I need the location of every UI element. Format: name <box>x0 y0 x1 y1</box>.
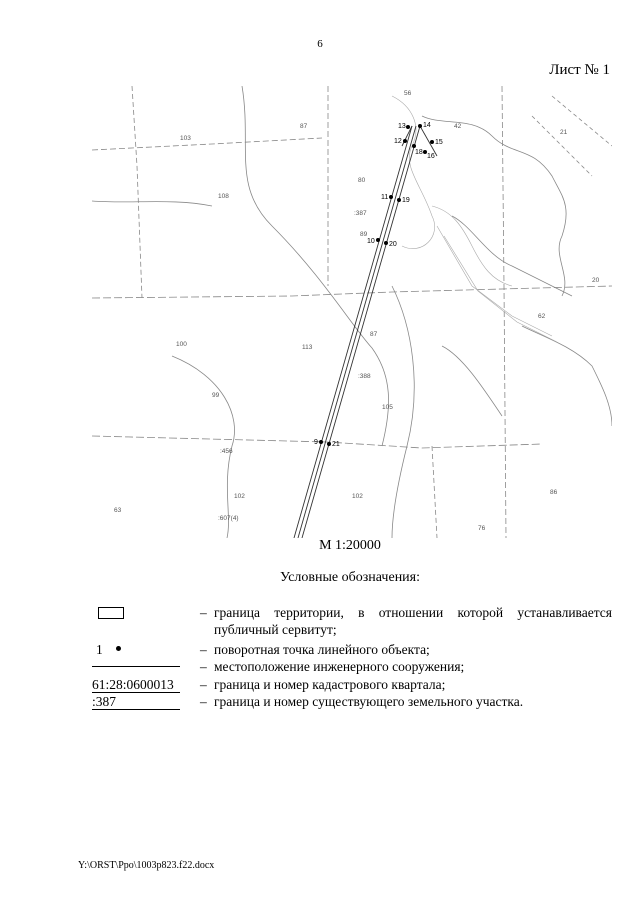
turning-point-label: 16 <box>427 153 435 160</box>
map-scale: М 1:20000 <box>319 538 381 553</box>
parcel-number: :456 <box>220 448 233 455</box>
legend-description: местоположение инженерного сооружения; <box>214 659 465 674</box>
parcel-number: 62 <box>538 313 546 320</box>
legend-dash: – <box>200 694 207 709</box>
turning-point-label: 14 <box>423 122 431 129</box>
turning-point-dot-icon <box>116 646 121 651</box>
parcel-number: 21 <box>560 129 568 136</box>
parcel-number: 56 <box>404 90 412 97</box>
parcel-number: 86 <box>550 489 558 496</box>
parcel-number: :388 <box>358 373 371 380</box>
parcel-number: 103 <box>180 135 191 142</box>
parcel-number: 20 <box>592 277 600 284</box>
turning-point-label: 18 <box>415 149 423 156</box>
legend-description: граница территории, в отношении которой устанавливается публичный сервитут; <box>214 605 612 637</box>
parcel-number: 89 <box>360 231 368 238</box>
turning-point-label: 19 <box>402 197 410 204</box>
legend-dash: – <box>200 642 207 657</box>
turning-point-label: 9 <box>314 439 318 446</box>
parcel-number: 63 <box>114 507 122 514</box>
sheet-label: Лист № 1 <box>549 62 610 78</box>
legend-dash: – <box>200 605 207 620</box>
legend-dash: – <box>200 659 207 674</box>
parcel-number: 87 <box>300 123 308 130</box>
legend-item-cadastral-quarter <box>90 676 610 694</box>
parcel-number: 102 <box>234 493 245 500</box>
turning-point-label: 20 <box>389 241 397 248</box>
legend-dash: – <box>200 677 207 692</box>
page-number: 6 <box>317 38 323 50</box>
footer-file-path: Y:\ORST\Ppo\1003p823.f22.docx <box>78 860 215 871</box>
parcel-number: 99 <box>212 392 220 399</box>
parcel-number: 113 <box>302 344 313 351</box>
legend-item-engineering-structure <box>90 658 610 676</box>
turning-point-label: 15 <box>435 139 443 146</box>
parcel-boundary-line-icon <box>92 709 180 710</box>
turning-point-label: 10 <box>367 238 375 245</box>
parcel-number: 100 <box>176 341 187 348</box>
structure-line-icon <box>92 666 180 667</box>
legend-description: граница и номер кадастрового квартала; <box>214 677 446 692</box>
parcel-number: 80 <box>358 177 366 184</box>
cadastral-map <box>92 86 612 538</box>
parcel-number: 87 <box>370 331 378 338</box>
parcel-number: 42 <box>454 123 462 130</box>
legend-symbol-number: 1 <box>96 642 103 657</box>
boundary-rectangle-icon <box>98 607 124 619</box>
legend-symbol-parcel-number: :387 <box>92 694 117 709</box>
parcel-number: 108 <box>218 193 229 200</box>
parcel-number: :387 <box>354 210 367 217</box>
parcel-number: :607(4) <box>218 515 239 522</box>
parcel-number: 76 <box>478 525 486 532</box>
legend-symbol-quarter-number: 61:28:0600013 <box>92 677 174 692</box>
turning-point-label: 12 <box>394 138 402 145</box>
parcel-number: 105 <box>382 404 393 411</box>
legend-item-boundary <box>90 604 610 640</box>
turning-point-label: 13 <box>398 123 406 130</box>
turning-point-label: 11 <box>381 194 389 201</box>
legend-description: поворотная точка линейного объекта; <box>214 642 430 657</box>
parcel-number: 102 <box>352 493 363 500</box>
turning-point-label: 21 <box>332 441 340 448</box>
legend-description: граница и номер существующего земельного участка. <box>214 694 524 709</box>
legend-item-turning-point <box>90 641 610 659</box>
legend-item-land-parcel <box>90 693 610 711</box>
legend-title: Условные обозначения: <box>279 570 421 585</box>
